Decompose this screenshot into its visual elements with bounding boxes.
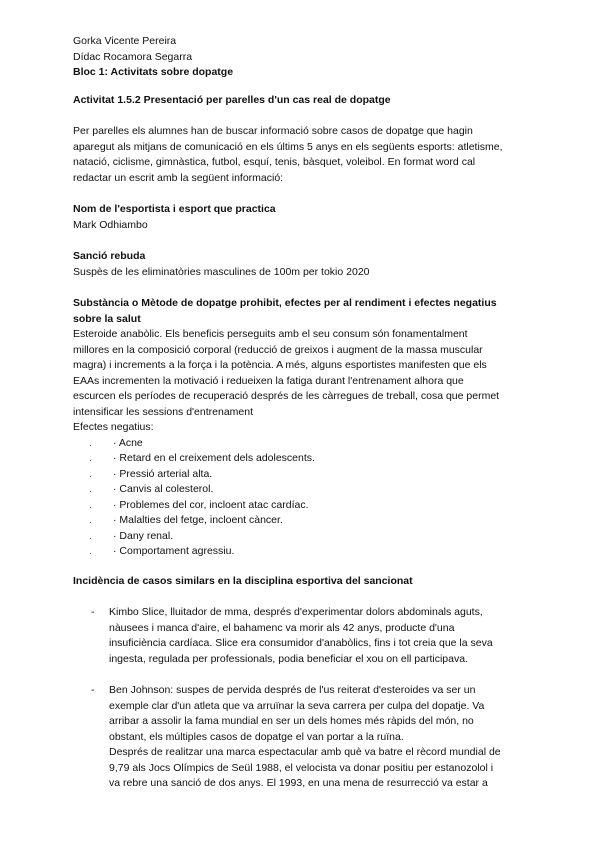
activity-title: Activitat 1.5.2 Presentació per parelles d'un cas real de dopatge — [73, 93, 391, 106]
case-line: ingesta, regulada per professionals, podia beneficiar el xou on ell participava. — [109, 652, 468, 665]
case-line: Ben Johnson: suspes de pervida després de l'us reiterat d'esteroides va ser un — [109, 684, 476, 696]
case-text — [109, 605, 533, 667]
case-line: exemple clar d'un atleta que va arruïnar la seva carrera per culpa del dopatje. Va — [109, 699, 485, 712]
list-item — [73, 498, 533, 514]
list-item — [73, 451, 533, 467]
effects-label: Efectes negatius: — [73, 421, 154, 433]
bullet-marker: . — [89, 545, 92, 557]
effect-text: · Acne — [113, 436, 143, 449]
description-line: escurcen els períodes de recuperació després de les càrregues de treball, cosa que permet — [73, 390, 500, 402]
bullet-marker: . — [89, 436, 92, 449]
sanction-heading: Sanció rebuda — [73, 250, 146, 262]
author-name: Gorka Vicente Pereira — [73, 35, 177, 47]
case-line: Després de realitzar una marca espectacular amb què va batre el rècord mundial de — [109, 746, 501, 758]
document-page — [73, 34, 533, 792]
negative-effects-list — [73, 436, 533, 560]
case-line: obstant, els múltiples casos de dopatge el van portar a la ruïna. — [109, 730, 404, 743]
list-item — [73, 605, 533, 667]
description-line: Esteroide anabòlic. Els beneficis perseguits amb el seu consum són fonamentalment — [73, 328, 468, 340]
author-name: Dídac Rocamora Segarra — [73, 50, 193, 63]
sanction-text: Suspès de les eliminatòries masculines de 100m per tokio 2020 — [73, 265, 370, 278]
case-text — [109, 683, 533, 792]
case-line: nàusees i manca d'aire, el bahamenc va morir als 42 anys, producte d'una — [109, 621, 455, 634]
effect-text: · Comportament agressiu. — [113, 545, 235, 557]
description-line: magra) i increments a la força i la potència. A més, alguns esportistes manifesten que els — [73, 359, 487, 371]
intro-paragraph — [73, 124, 533, 186]
intro-line: Per parelles els alumnes han de buscar informació sobre casos de dopatge que hagin — [73, 125, 473, 137]
list-item — [73, 482, 533, 498]
case-spacer — [73, 667, 533, 683]
list-item — [73, 529, 533, 545]
effect-text: · Retard en el creixement dels adolescents. — [113, 452, 315, 464]
effect-text: · Problemes del cor, incloent atac cardíac. — [113, 498, 309, 511]
effect-text: · Canvis al colesterol. — [113, 483, 214, 495]
bullet-marker: . — [89, 529, 92, 542]
bullet-marker: . — [89, 514, 92, 526]
bullet-marker: . — [89, 467, 92, 480]
bullet-marker: . — [89, 498, 92, 511]
description-line: EAAs incrementen la motivació i redueixen la fatiga durant l'entrenament alhora que — [73, 374, 464, 387]
list-item — [73, 513, 533, 529]
description-line: intensificar les sessions d'entrenament — [73, 405, 254, 418]
substance-heading: Substància o Mètode de dopatge prohibit, efectes per al rendiment i efectes negatius — [73, 297, 497, 309]
dash-marker: - — [91, 684, 95, 696]
bullet-marker: . — [89, 452, 92, 464]
block-title: Bloc 1: Activitats sobre dopatge — [73, 66, 234, 78]
substance-description — [73, 327, 533, 420]
case-line: va rebre una sanció de dos anys. El 1993, en una mena de resurrecció va estar a — [109, 777, 488, 789]
list-item — [73, 436, 533, 452]
list-item — [73, 544, 533, 560]
dash-marker: - — [91, 606, 95, 618]
effect-text: · Pressió arterial alta. — [113, 467, 213, 480]
effect-text: · Malalties del fetge, incloent càncer. — [113, 514, 283, 526]
athlete-heading: Nom de l'esportista i esport que practica — [73, 203, 276, 215]
case-line: insuficiència cardíaca. Slice era consumidor d'anabòlics, fins i tot creia que la seva — [109, 637, 493, 649]
case-line: Kimbo Slice, lluitador de mma, després d'experimentar dolors abdominals aguts, — [109, 606, 483, 618]
bullet-marker: . — [89, 483, 92, 495]
effect-text: · Dany renal. — [113, 529, 174, 542]
intro-line: redactar un escrit amb la següent informació: — [73, 171, 284, 184]
incidence-heading: Incidència de casos similars en la disciplina esportiva del sancionat — [73, 574, 413, 587]
intro-line: aparegut als mitjans de comunicació en els últims 5 anys en els següents esports: atletisme, — [73, 140, 503, 153]
similar-cases-list — [73, 605, 533, 792]
substance-heading: sobre la salut — [73, 312, 141, 325]
intro-line: natació, ciclisme, gimnàstica, futbol, esquí, tenis, bàsquet, voleibol. En format word cal — [73, 156, 476, 168]
list-item — [73, 467, 533, 483]
description-line: millores en la composició corporal (reducció de greixos i augment de la massa muscular — [73, 343, 483, 356]
list-item — [73, 683, 533, 792]
case-line: 9,79 als Jocs Olímpics de Seül 1988, el velocista va donar positiu per estanozolol i — [109, 761, 494, 774]
case-line: arribar a assolir la fama mundial en ser un dels homes més ràpids del món, no — [109, 715, 474, 727]
athlete-name: Mark Odhiambo — [73, 218, 148, 231]
